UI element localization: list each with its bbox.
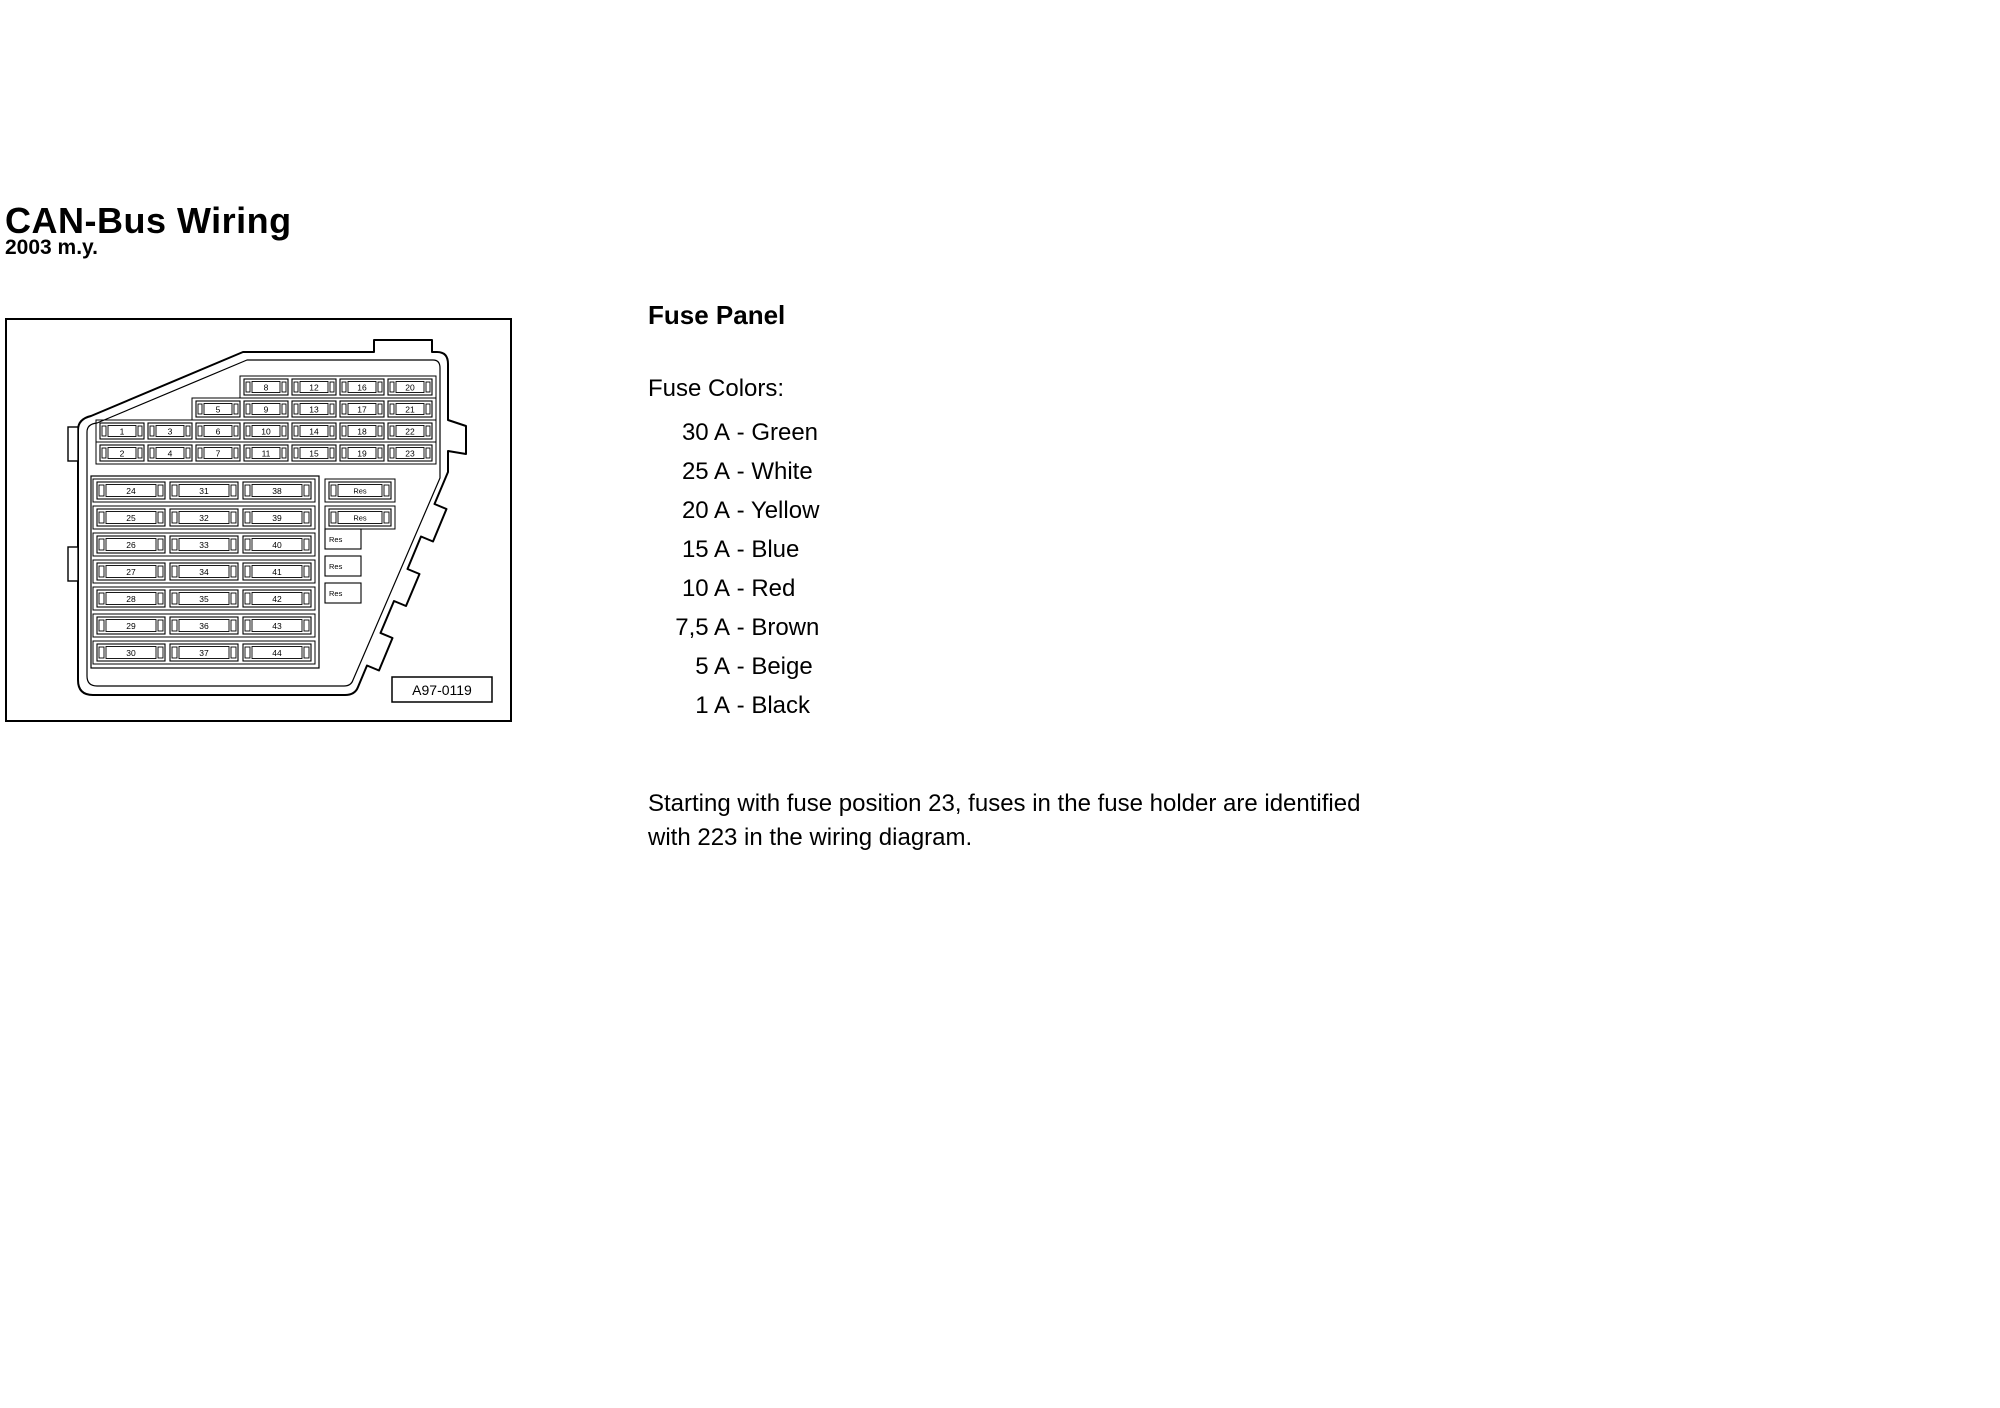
fuse-8 [244,379,288,395]
fuse-27 [97,563,165,580]
fuse-color-list [648,413,1468,725]
svg-text:39: 39 [272,513,282,523]
svg-text:24: 24 [126,486,136,496]
fuse-amp-value: 1 A [695,692,730,719]
svg-text:40: 40 [272,540,282,550]
fuse-color-name: White [751,458,813,485]
svg-text:12: 12 [309,382,319,393]
svg-text:42: 42 [272,594,282,604]
fuse-1 [100,423,144,439]
fuse-3 [148,423,192,439]
dash-separator: - [730,497,751,524]
reserve-fuse-small [325,529,361,549]
svg-text:33: 33 [199,540,209,550]
fuse-color-name: Yellow [750,497,820,524]
svg-text:2: 2 [119,448,125,459]
fuse-panel-heading: Fuse Panel [648,300,786,330]
svg-text:14: 14 [309,426,319,437]
fuse-amp-value: 25 A [681,458,730,485]
svg-text:10: 10 [261,426,271,437]
reserve-fuse-Res [329,509,391,526]
fuse-color-item [648,608,1468,647]
svg-text:23: 23 [405,448,415,459]
fuse-35 [170,590,238,607]
fuse-color-name: Black [751,692,811,719]
reserve-fuse-Res [329,482,391,499]
fuse-amp-value: 20 A [681,497,730,524]
svg-text:37: 37 [199,648,209,658]
fuse-color-item [648,452,1468,491]
svg-text:29: 29 [126,621,136,631]
fuse-color-item [648,530,1468,569]
fuse-25 [97,509,165,526]
fuse-color-item [648,647,1468,686]
dash-separator: - [730,536,752,563]
dash-separator: - [730,653,752,680]
diagram-label-text: A97-0119 [412,682,472,698]
svg-text:11: 11 [261,448,271,459]
svg-text:Res: Res [353,486,367,496]
fuse-4 [148,445,192,461]
svg-text:9: 9 [263,404,269,415]
fuse-panel-figure [5,318,512,722]
svg-text:38: 38 [272,486,282,496]
model-year: 2003 m.y. [5,236,99,259]
svg-text:25: 25 [126,513,136,523]
fuse-panel-info [648,300,1468,879]
fuse-16 [340,379,384,395]
fuse-7 [196,445,240,461]
svg-text:6: 6 [215,426,221,437]
fuse-42 [243,590,311,607]
svg-text:Res: Res [353,513,367,523]
page-title: CAN-Bus Wiring [5,200,292,242]
svg-text:30: 30 [126,648,136,658]
fuse-2 [100,445,144,461]
svg-text:21: 21 [405,404,415,415]
svg-text:8: 8 [263,382,269,393]
svg-text:26: 26 [126,540,136,550]
svg-text:7: 7 [215,448,221,459]
fuse-17 [340,401,384,417]
fuse-44 [243,644,311,661]
svg-text:17: 17 [357,404,367,415]
fuse-34 [170,563,238,580]
fuse-color-name: Beige [751,653,813,680]
svg-text:5: 5 [215,404,221,415]
fuse-11 [244,445,288,461]
fuse-color-name: Green [751,419,819,446]
svg-text:16: 16 [357,382,367,393]
fuse-color-item [648,491,1468,530]
svg-text:28: 28 [126,594,136,604]
fuse-color-item [648,569,1468,608]
fuse-36 [170,617,238,634]
fuse-31 [170,482,238,499]
svg-text:34: 34 [199,567,209,577]
fuse-color-name: Blue [751,536,800,563]
fuse-43 [243,617,311,634]
fuse-13 [292,401,336,417]
fuse-amp-value: 30 A [681,419,730,446]
svg-text:4: 4 [167,448,173,459]
fuse-39 [243,509,311,526]
fuse-12 [292,379,336,395]
fuse-amp-value: 7,5 A [675,614,730,641]
fuse-amp-value: 10 A [681,575,730,602]
fuse-20 [388,379,432,395]
fuse-29 [97,617,165,634]
svg-text:19: 19 [357,448,367,459]
fuse-10 [244,423,288,439]
fuse-color-item [648,413,1468,452]
fuse-panel-diagram [7,320,510,720]
svg-text:41: 41 [272,567,282,577]
fuse-19 [340,445,384,461]
svg-text:43: 43 [272,621,282,631]
panel-mount-tab [68,547,78,581]
fuse-14 [292,423,336,439]
fuse-21 [388,401,432,417]
svg-text:15: 15 [309,448,319,459]
svg-text:32: 32 [199,513,209,523]
diagram-label [392,677,492,702]
svg-text:31: 31 [199,486,209,496]
fuse-41 [243,563,311,580]
fuse-18 [340,423,384,439]
fuse-32 [170,509,238,526]
fuse-15 [292,445,336,461]
dash-separator: - [730,692,752,719]
svg-text:35: 35 [199,594,209,604]
dash-separator: - [730,575,752,602]
reserve-fuse-small [325,556,361,576]
fuse-22 [388,423,432,439]
fuse-37 [170,644,238,661]
fuse-5 [196,401,240,417]
fuse-26 [97,536,165,553]
svg-text:13: 13 [309,404,319,415]
svg-text:1: 1 [119,426,125,437]
svg-text:27: 27 [126,567,136,577]
panel-mount-tab [68,427,78,461]
fuse-color-name: Brown [751,614,820,641]
svg-text:Res: Res [329,562,343,571]
dash-separator: - [730,458,752,485]
dash-separator: - [730,419,752,446]
svg-text:36: 36 [199,621,209,631]
fuse-38 [243,482,311,499]
fuse-9 [244,401,288,417]
fuse-note: Starting with fuse position 23, fuses in the fuse holder are identified with 223 in the wiring diagram. [648,790,1361,851]
fuse-30 [97,644,165,661]
fuse-23 [388,445,432,461]
fuse-color-item [648,686,1468,725]
svg-text:22: 22 [405,426,415,437]
fuse-28 [97,590,165,607]
fuse-33 [170,536,238,553]
svg-text:18: 18 [357,426,367,437]
fuse-colors-title: Fuse Colors: [648,375,785,402]
svg-text:20: 20 [405,382,415,393]
svg-text:44: 44 [272,648,282,658]
svg-text:3: 3 [167,426,173,437]
fuse-40 [243,536,311,553]
reserve-fuse-small [325,583,361,603]
dash-separator: - [730,614,752,641]
svg-text:Res: Res [329,589,343,598]
fuse-amp-value: 5 A [695,653,730,680]
fuse-color-name: Red [751,575,796,602]
fuse-24 [97,482,165,499]
svg-text:Res: Res [329,535,343,544]
fuse-amp-value: 15 A [681,536,730,563]
fuse-6 [196,423,240,439]
